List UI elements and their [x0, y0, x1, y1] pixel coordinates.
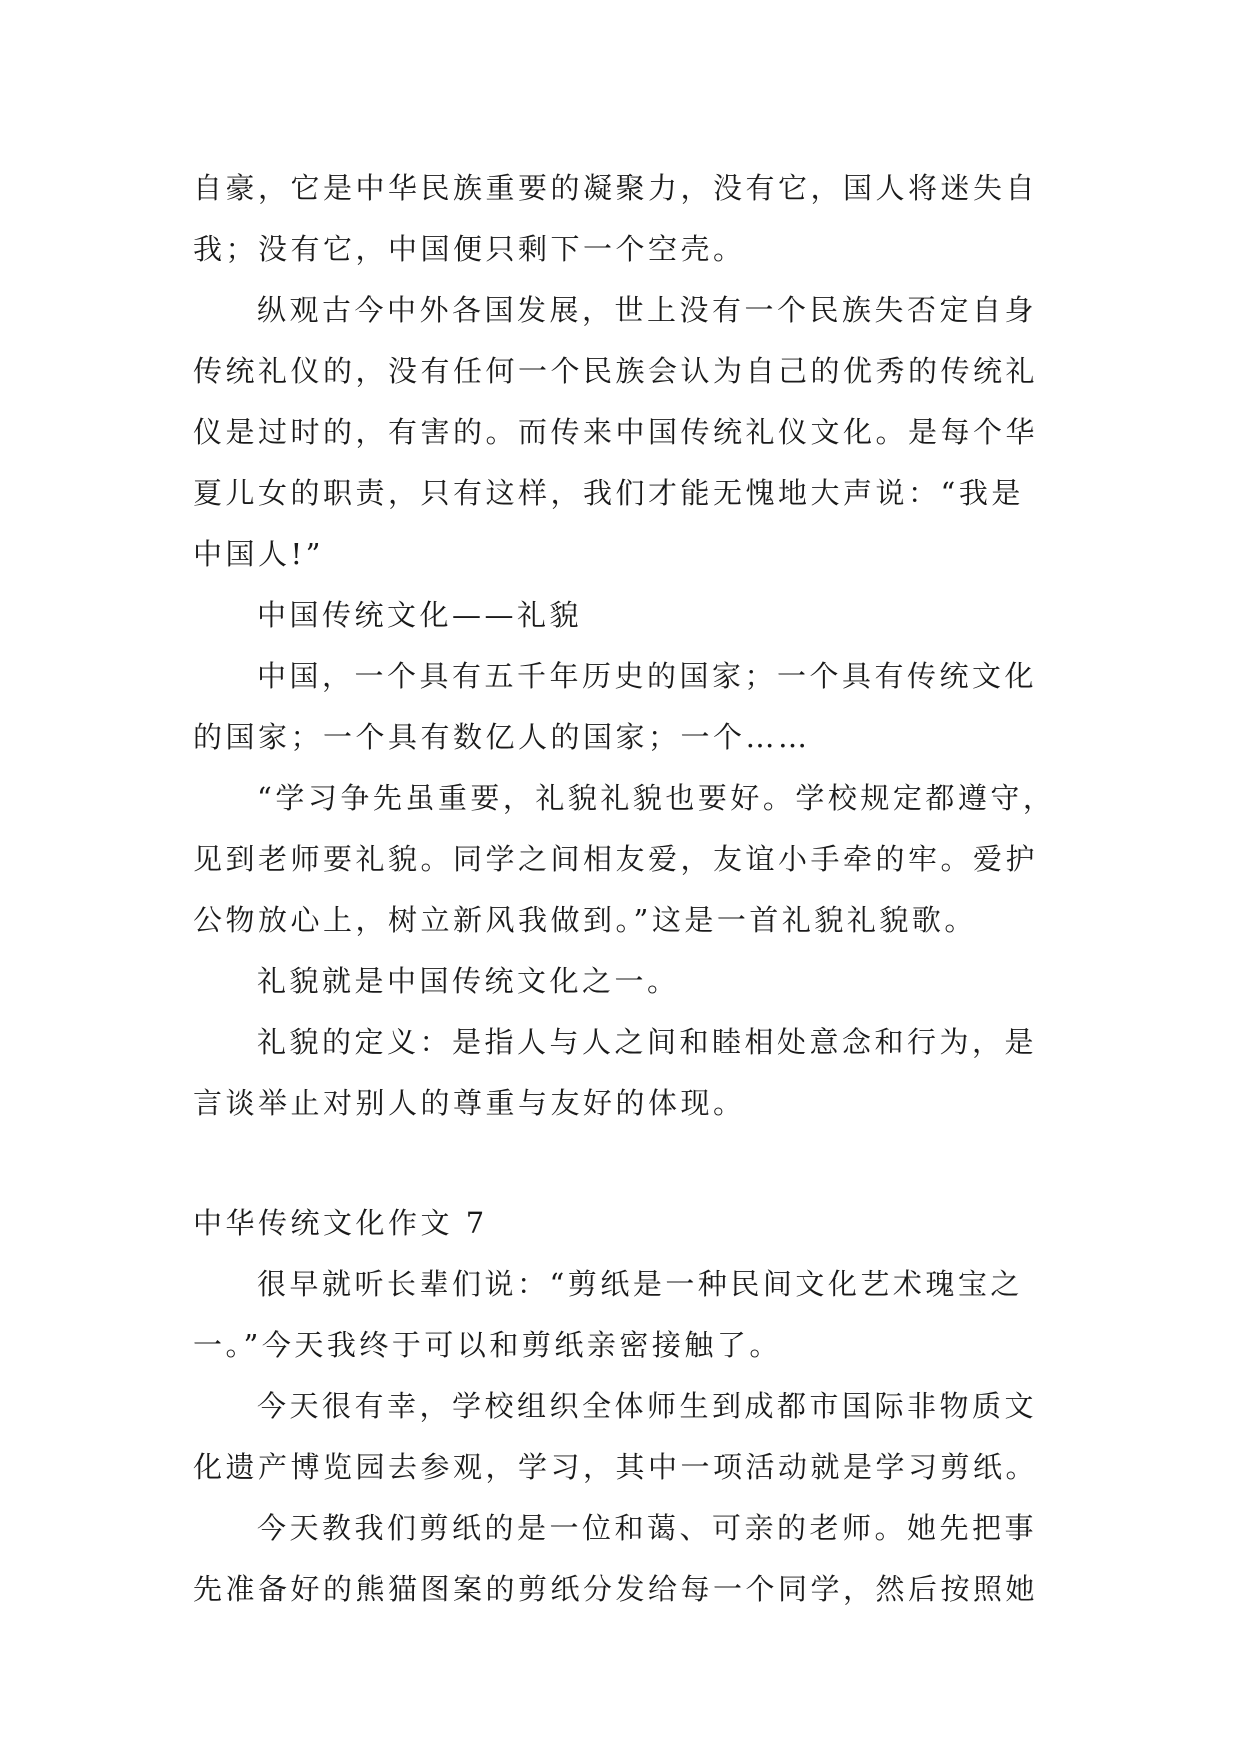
section-line-6: 先准备好的熊猫图案的剪纸分发给每一个同学，然后按照她	[193, 1572, 1039, 1606]
text-line-15: 礼貌的定义：是指人与人之间和睦相处意念和行为，是	[257, 1025, 1038, 1059]
text-line-3: 纵观古今中外各国发展，世上没有一个民族失否定自身	[257, 293, 1038, 327]
text-line-16: 言谈举止对别人的尊重与友好的体现。	[193, 1086, 746, 1120]
section-line-4: 化遗产博览园去参观，学习，其中一项活动就是学习剪纸。	[193, 1450, 1039, 1484]
text-line-1: 自豪，它是中华民族重要的凝聚力，没有它，国人将迷失自	[193, 171, 1039, 205]
text-line-11: “学习争先虽重要，礼貌礼貌也要好。学校规定都遵守，	[257, 781, 1056, 815]
subheading-line: 中国传统文化——礼貌	[257, 598, 583, 632]
section-line-1: 很早就听长辈们说：“剪纸是一种民间文化艺术瑰宝之	[257, 1267, 1023, 1301]
text-line-7: 中国人!”	[193, 537, 324, 571]
text-line-14: 礼貌就是中国传统文化之一。	[257, 964, 680, 998]
text-line-6: 夏儿女的职责，只有这样，我们才能无愧地大声说：“我是	[193, 476, 1024, 510]
text-line-5: 仪是过时的，有害的。而传来中国传统礼仪文化。是每个华	[193, 415, 1039, 449]
section-heading: 中华传统文化作文 7	[193, 1206, 488, 1240]
section-line-2: 一。”今天我终于可以和剪纸亲密接触了。	[193, 1328, 782, 1362]
section-line-5: 今天教我们剪纸的是一位和蔼、可亲的老师。她先把事	[257, 1511, 1038, 1545]
text-line-12: 见到老师要礼貌。同学之间相友爱，友谊小手牵的牢。爱护	[193, 842, 1039, 876]
text-line-13: 公物放心上，树立新风我做到。”这是一首礼貌礼貌歌。	[193, 903, 977, 937]
section-line-3: 今天很有幸，学校组织全体师生到成都市国际非物质文	[257, 1389, 1038, 1423]
section-gap	[193, 1134, 1063, 1193]
text-line-4: 传统礼仪的，没有任何一个民族会认为自己的优秀的传统礼	[193, 354, 1039, 388]
text-line-9: 中国，一个具有五千年历史的国家；一个具有传统文化	[257, 659, 1038, 693]
text-line-2: 我；没有它，中国便只剩下一个空壳。	[193, 232, 746, 266]
text-line-10: 的国家；一个具有数亿人的国家；一个……	[193, 720, 811, 754]
document-page	[193, 158, 1063, 1620]
